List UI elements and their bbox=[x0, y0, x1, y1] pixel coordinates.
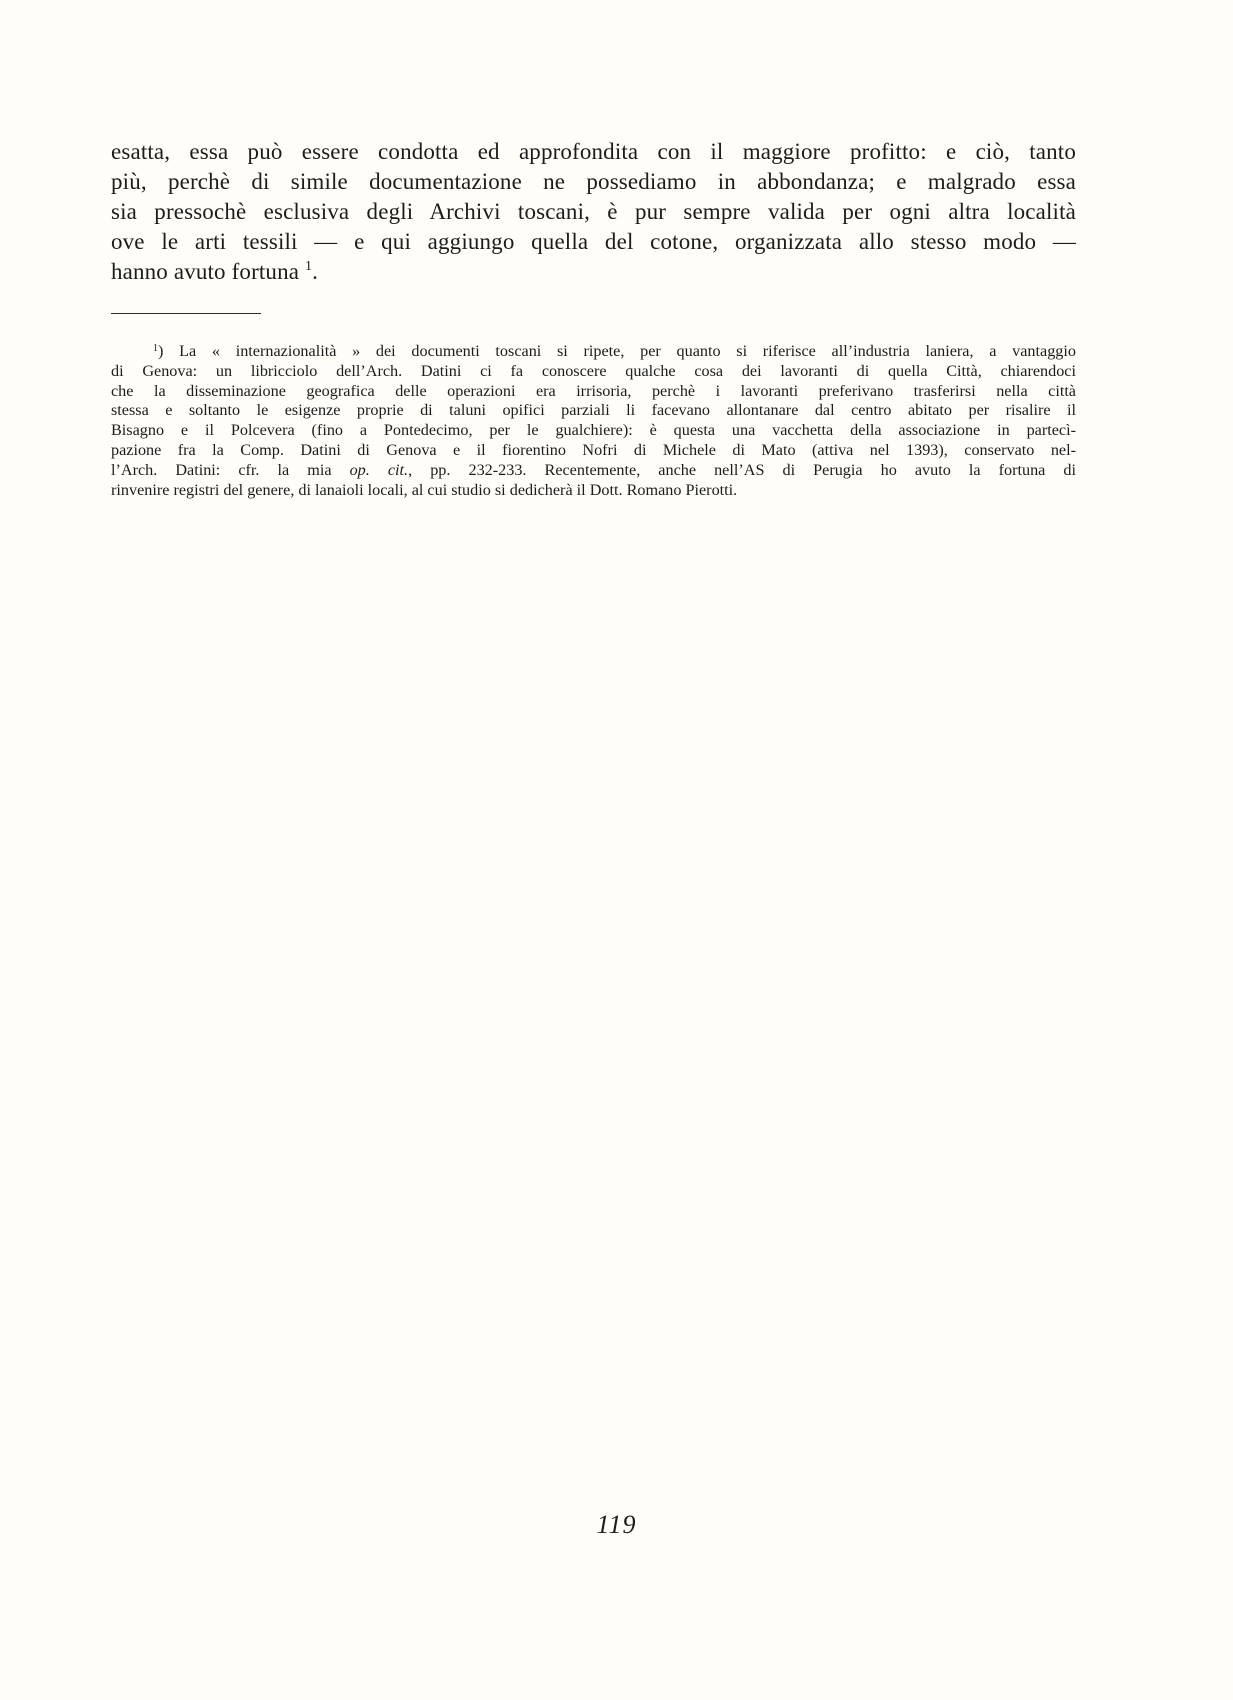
body-line: esatta, essa può essere condotta ed approfondita con il maggiore profitto: e ciò, tanto bbox=[111, 139, 1076, 164]
footnote-line: rinvenire registri del genere, di lanaioli locali, al cui studio si dedicherà il Dott. Romano Pierotti. bbox=[111, 480, 738, 499]
body-line: ove le arti tessili — e qui aggiungo quella del cotone, organizzata allo stesso modo — bbox=[111, 229, 1076, 254]
footnote-line: stessa e soltanto le esigenze proprie di taluni opifici parziali li facevano allontanare dal centro abitato per risalire il bbox=[111, 401, 1076, 420]
footnote bbox=[111, 342, 1076, 500]
footnote-marker: 1 bbox=[153, 343, 158, 354]
body-line-last bbox=[111, 257, 1076, 287]
body-last-punct: . bbox=[312, 259, 319, 284]
page-number: 119 bbox=[596, 1510, 637, 1539]
footnote-line: di Genova: un libricciolo dell’Arch. Datini ci fa conoscere qualche cosa dei lavoranti di quella Città, chiarendoci bbox=[111, 361, 1076, 380]
footnote-line bbox=[111, 461, 1076, 481]
body-paragraph bbox=[111, 137, 1076, 287]
footnote-first-text: ) La « internazionalità » dei documenti toscani si ripete, per quanto si riferisce all’industria laniera, a vantaggio bbox=[158, 342, 1076, 360]
footnote-line: pazione fra la Comp. Datini di Genova e il fiorentino Nofri di Michele di Mato (attiva nel 1393), conservato nel- bbox=[111, 440, 1076, 459]
footnote-separator bbox=[111, 313, 261, 314]
footnote-reference[interactable]: 1 bbox=[304, 259, 313, 274]
footnote-text: l’Arch. Datini: cfr. la mia bbox=[111, 460, 350, 479]
footnote-line: che la disseminazione geografica delle operazioni era irrisoria, perchè i lavoranti preferivano trasferirsi nella città bbox=[111, 381, 1076, 400]
footnote-text: , pp. 232-233. Recentemente, anche nell’AS di Perugia ho avuto la fortuna di bbox=[408, 460, 1076, 479]
footnote-line bbox=[111, 342, 1076, 362]
body-last-text: hanno avuto fortuna bbox=[111, 259, 300, 284]
footnote-citation: op. cit. bbox=[349, 460, 409, 479]
footnote-line: Bisagno e il Polcevera (fino a Pontedecimo, per le gualchiere): è questa una vacchetta della associazione in partecì- bbox=[111, 421, 1076, 440]
body-line: sia pressochè esclusiva degli Archivi toscani, è pur sempre valida per ogni altra località bbox=[111, 199, 1076, 224]
body-line: più, perchè di simile documentazione ne possediamo in abbondanza; e malgrado essa bbox=[111, 169, 1076, 194]
